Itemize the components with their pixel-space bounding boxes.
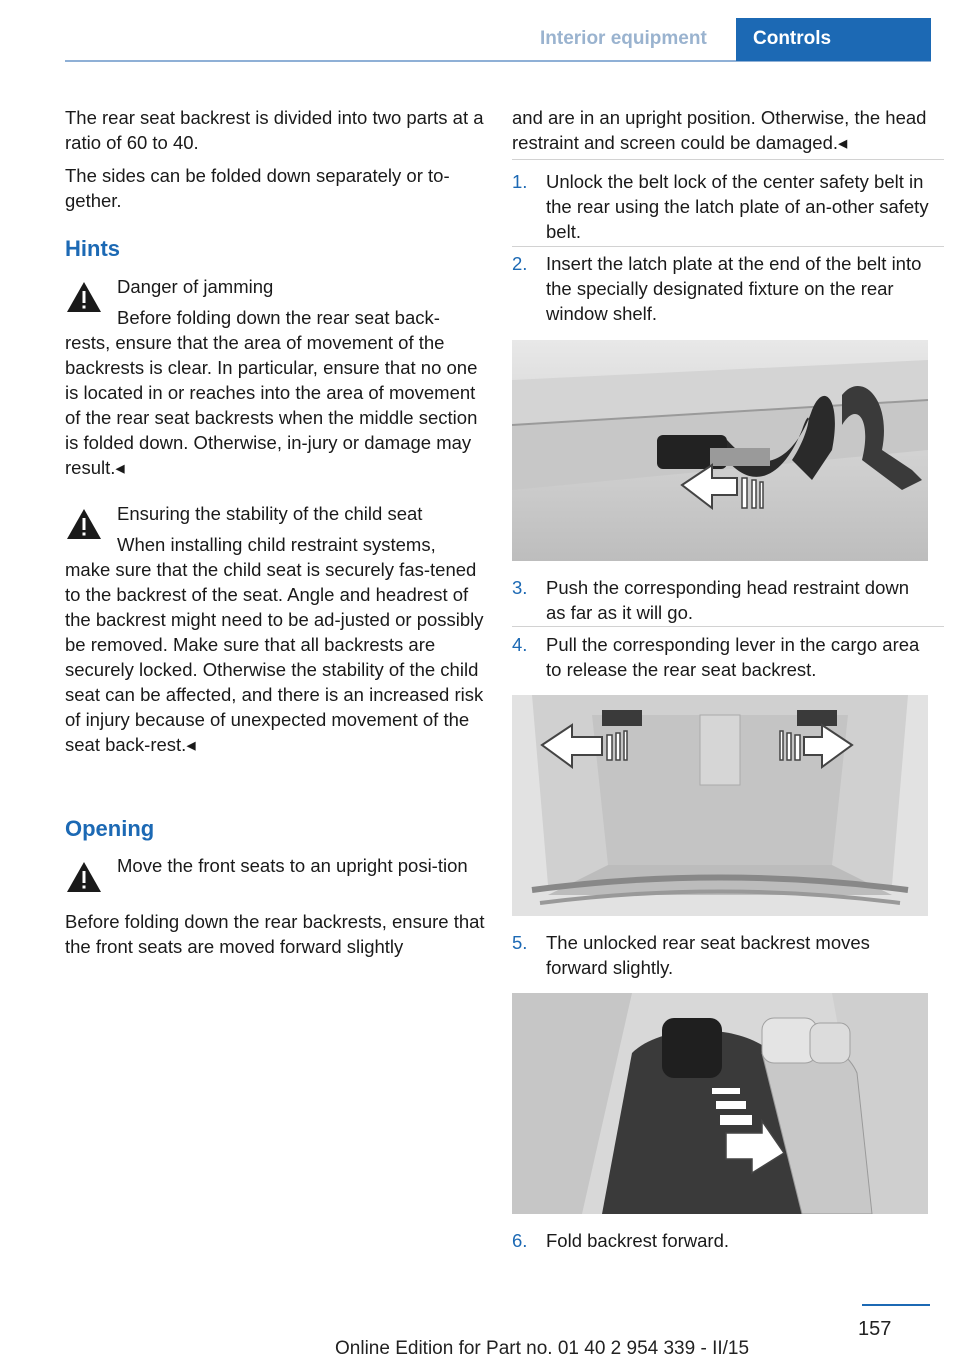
step-text: Unlock the belt lock of the center safety belt in the rear using the latch plate of an-other safety belt. — [546, 171, 929, 242]
hints-heading: Hints — [65, 236, 120, 261]
step-text: Pull the corresponding lever in the cargo area to release the rear seat backrest. — [546, 634, 920, 680]
warning-child-seat-body: make sure that the child seat is securely fas-tened to the backrest of the seat. Angle and headrest of the backrest might need to be ad-justed or possibly be removed. Make sure that all backrests are securely locked. Otherwise the stability of the child seat can be affected, and there is an increased risk of injury because of unexpected movement of the seat back-rest.◂ — [65, 559, 484, 755]
step-number: 5. — [512, 932, 528, 953]
backrest-forward-illustration — [512, 993, 928, 1214]
belt-latch-illustration — [512, 340, 928, 561]
header-section-title: Interior equipment — [540, 28, 707, 49]
footer-edition: Online Edition for Part no. 01 40 2 954 339 - II/15 — [335, 1338, 750, 1359]
step-text: Insert the latch plate at the end of the belt into the specially designated fixture on the rear window shelf. — [546, 253, 922, 324]
continued-paragraph: and are in an upright position. Otherwise, the head restraint and screen could be damaged.◂ — [512, 107, 927, 153]
cargo-area-release-lever-illustration — [512, 695, 928, 916]
intro-paragraph: The rear seat backrest is divided into two parts at a ratio of 60 to 40. — [65, 107, 484, 153]
footer-rule — [862, 1304, 930, 1306]
divider — [512, 159, 944, 160]
warning-triangle-icon — [65, 280, 103, 314]
folding-paragraph: The sides can be folded down separately or to-gether. — [65, 165, 450, 211]
divider — [512, 626, 944, 627]
step-number: 6. — [512, 1230, 528, 1251]
step-number: 1. — [512, 171, 528, 192]
warning-jamming-title: Danger of jamming — [117, 276, 274, 297]
opening-heading: Opening — [65, 816, 155, 841]
step-text: The unlocked rear seat backrest moves forward slightly. — [546, 932, 870, 978]
header-chapter-label: Controls — [753, 28, 832, 49]
warning-triangle-icon — [65, 507, 103, 541]
warning-triangle-icon — [65, 860, 103, 894]
step-number: 4. — [512, 634, 528, 655]
step-number: 3. — [512, 577, 528, 598]
step-number: 2. — [512, 253, 528, 274]
warning-child-seat-title: Ensuring the stability of the child seat — [117, 503, 423, 524]
step-text: Push the corresponding head restraint down as far as it will go. — [546, 577, 910, 623]
warning-child-seat-body-start: When installing child restraint systems, — [117, 534, 436, 555]
step-text: Fold backrest forward. — [546, 1230, 730, 1251]
divider — [512, 246, 944, 247]
warning-front-seats-title: Move the front seats to an upright posi-tion — [117, 855, 468, 876]
header-chapter-tab — [736, 18, 931, 61]
page-number: 157 — [858, 1318, 892, 1340]
warning-jamming-body-start: Before folding down the rear seat back- — [117, 307, 440, 328]
warning-jamming-body: rests, ensure that the area of movement of the backrests is clear. In particular, ensure that no one is located in or reaches into the area of movement of the rear seat backrests when the middle section is folded down. Otherwise, in-jury or damage may result.◂ — [65, 332, 478, 478]
front-seats-paragraph: Before folding down the rear backrests, ensure that the front seats are moved forward slightly — [65, 911, 485, 957]
